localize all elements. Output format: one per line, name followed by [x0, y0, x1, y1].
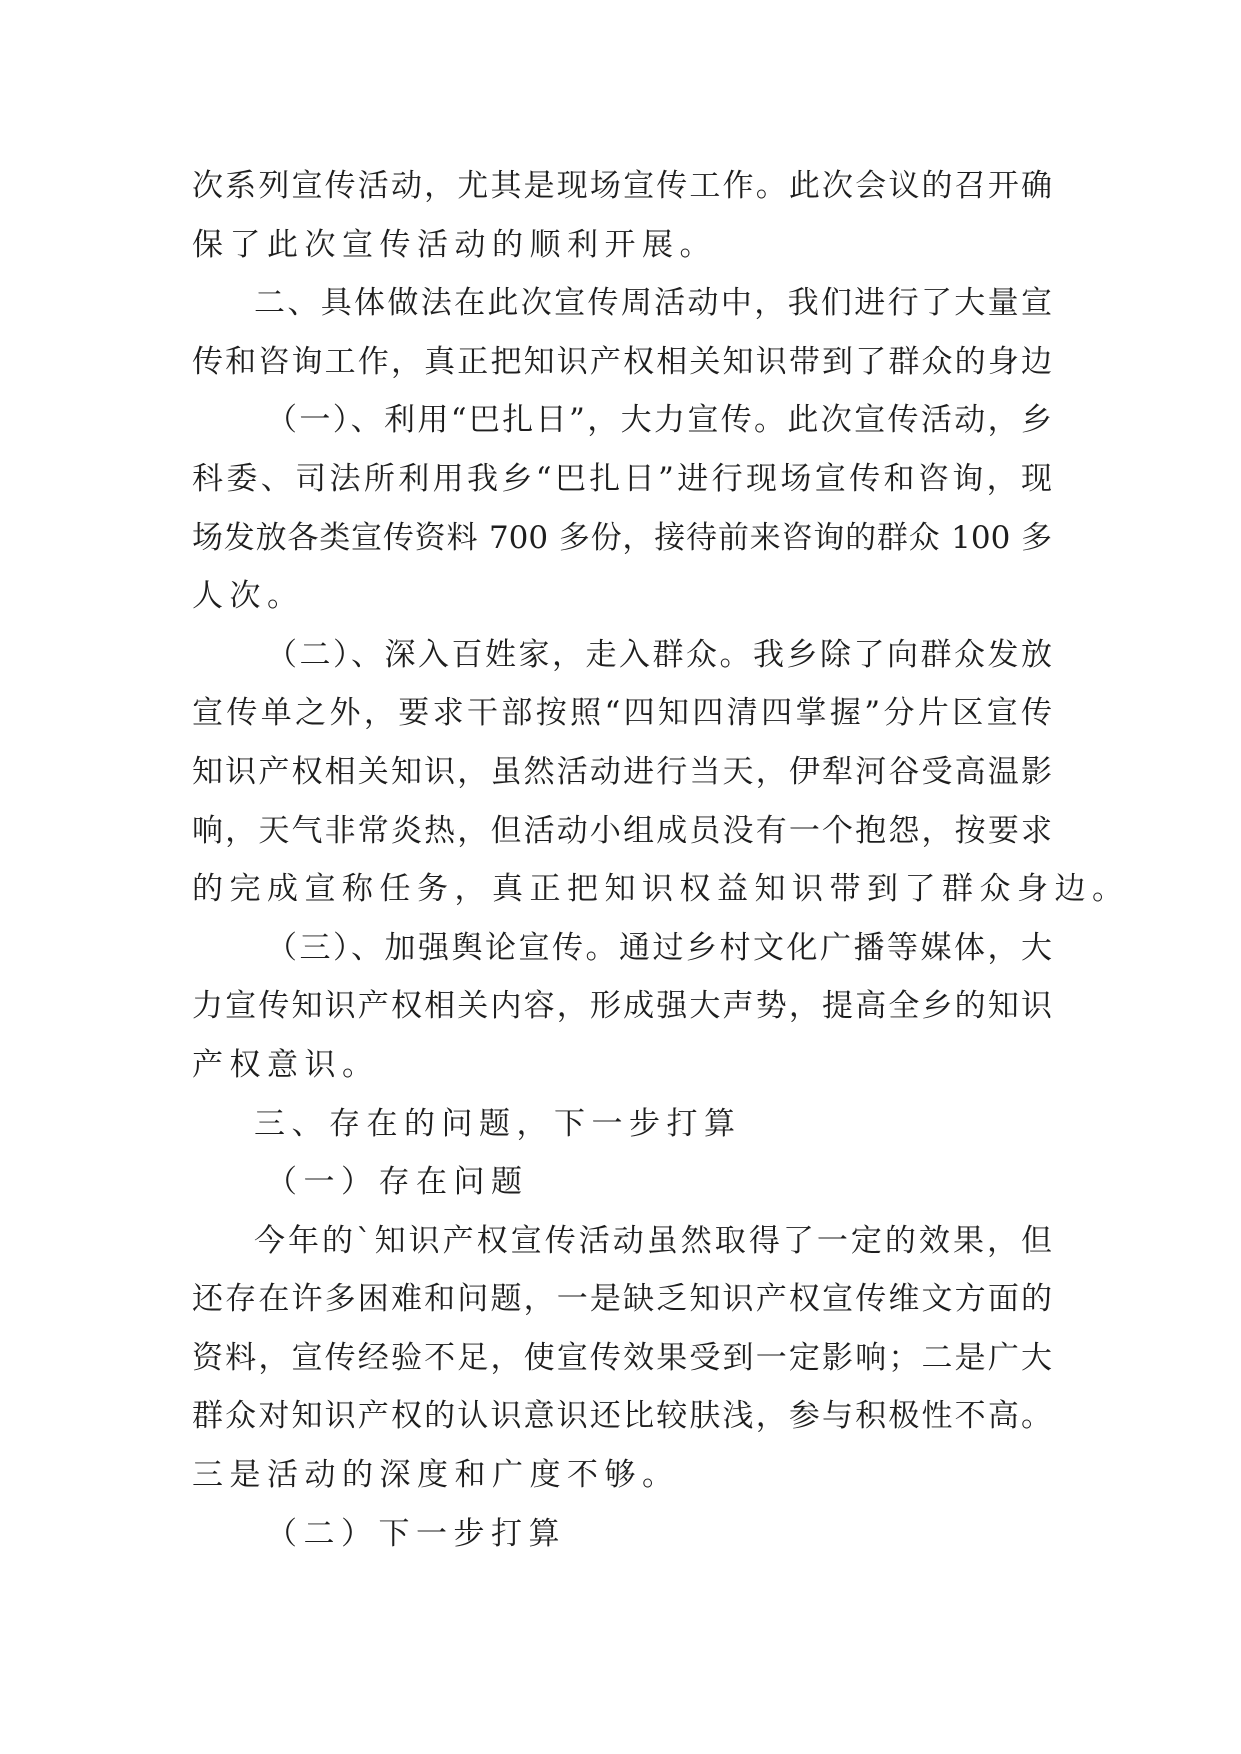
document-body	[192, 157, 1130, 1563]
text-line: 资料，宣传经验不足，使宣传效果受到一定影响；二是广大	[192, 1339, 1052, 1376]
subsection-line: （一）、利用“巴扎日”，大力宣传。此次宣传活动，乡	[266, 402, 1052, 439]
section-heading-line: 二、具体做法在此次宣传周活动中，我们进行了大量宣	[254, 285, 1052, 322]
subsection-line: （二）、深入百姓家，走入群众。我乡除了向群众发放	[266, 636, 1052, 673]
text-line: 三是活动的深度和广度不够。	[192, 1457, 680, 1494]
subsection-heading: （二）下一步打算	[266, 1515, 566, 1552]
text-line: 场发放各类宣传资料 700 多份，接待前来咨询的群众 100 多	[192, 519, 1052, 556]
text-line: 今年的`知识产权宣传活动虽然取得了一定的效果，但	[254, 1222, 1052, 1259]
subsection-line: （三）、加强舆论宣传。通过乡村文化广播等媒体，大	[266, 929, 1052, 966]
text-line: 次系列宣传活动，尤其是现场宣传工作。此次会议的召开确	[192, 168, 1052, 204]
text-line: 力宣传知识产权相关内容，形成强大声势，提高全乡的知识	[192, 988, 1052, 1025]
text-line: 的完成宣称任务，真正把知识权益知识带到了群众身边。	[192, 871, 1130, 908]
text-line: 响，天气非常炎热，但活动小组成员没有一个抱怨，按要求	[192, 812, 1052, 849]
text-line: 宣传单之外，要求干部按照“四知四清四掌握”分片区宣传	[192, 695, 1052, 732]
text-line: 还存在许多困难和问题，一是缺乏知识产权宣传维文方面的	[192, 1281, 1052, 1318]
text-line: 科委、司法所利用我乡“巴扎日”进行现场宣传和咨询，现	[192, 460, 1052, 497]
text-line: 传和咨询工作，真正把知识产权相关知识带到了群众的身边	[192, 343, 1052, 380]
subsection-heading: （一）存在问题	[266, 1164, 529, 1201]
text-line: 人次。	[192, 578, 305, 615]
text-line: 知识产权相关知识，虽然活动进行当天，伊犁河谷受高温影	[192, 753, 1052, 790]
section-heading-line: 三、存在的问题，下一步打算	[254, 1105, 742, 1142]
text-line: 保了此次宣传活动的顺利开展。	[192, 226, 717, 263]
text-line: 产权意识。	[192, 1046, 380, 1083]
text-line: 群众对知识产权的认识意识还比较肤浅，参与积极性不高。	[192, 1398, 1052, 1435]
